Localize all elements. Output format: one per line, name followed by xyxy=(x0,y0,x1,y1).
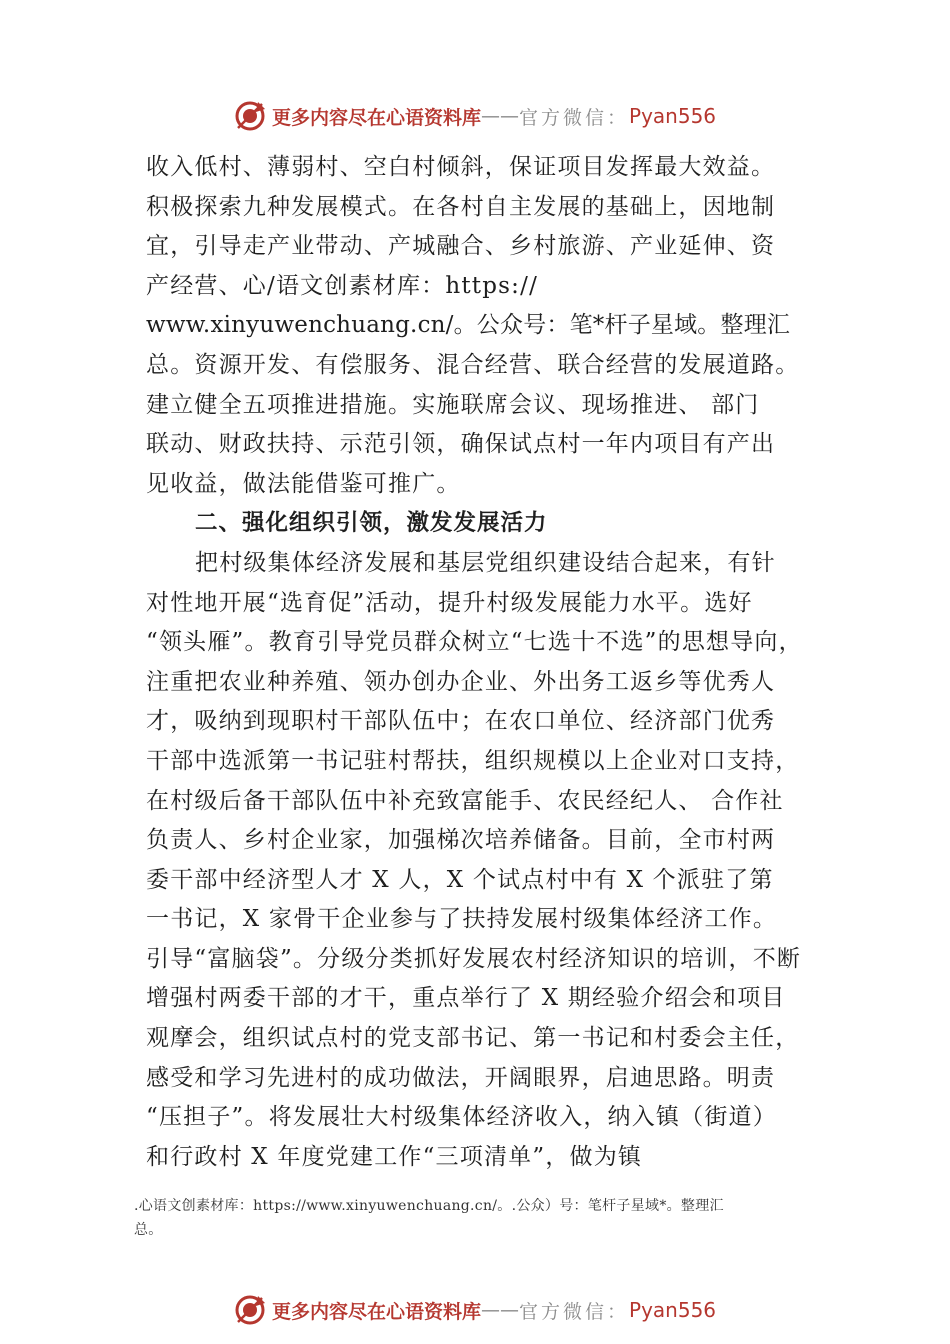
text-line: 建立健全五项推进措施。实施联席会议、现场推进、 部门 xyxy=(146,391,760,418)
banner-wechat-label: 官方微信： xyxy=(519,106,630,129)
banner-brand: 更多内容尽在心语资料库 xyxy=(272,106,482,129)
text-line: “压担子”。将发展壮大村级集体经济收入，纳入镇（街道） xyxy=(146,1104,777,1131)
footnote xyxy=(134,1194,834,1242)
text-line: 见收益，做法能借鉴可推广。 xyxy=(146,470,461,497)
text-line: 总。资源开发、有偿服务、混合经营、联合经营的发展道路。 xyxy=(146,351,800,378)
text-line: 在村级后备干部队伍中补充致富能手、农民经纪人、 合作社 xyxy=(146,787,784,814)
text-line: 增强村两委干部的才干，重点举行了 X 期经验介绍会和项目 xyxy=(146,985,786,1012)
text-line: 对性地开展“选育促”活动，提升村级发展能力水平。选好 xyxy=(146,589,753,616)
footnote-line: 总。 xyxy=(134,1222,163,1238)
text-line: 干部中选派第一书记驻村帮扶，组织规模以上企业对口支持， xyxy=(146,747,800,774)
text-line: 收入低村、薄弱村、空白村倾斜，保证项目发挥最大效益。 xyxy=(146,154,776,180)
text-line: 联动、财政扶持、示范引领，确保试点村一年内项目有产出 xyxy=(146,431,776,458)
banner-wechat-label: 官方微信： xyxy=(519,1300,630,1323)
section-heading: 二、强化组织引领，激发发展活力 xyxy=(195,510,548,537)
quill-seal-logo-icon xyxy=(232,98,268,134)
footnote-line: .心语文创素材库：https://www.xinyuwenchuang.cn/。.公众）号：笔杆子星域*。整理汇 xyxy=(134,1198,724,1214)
text-line: 产经营、心/语文创素材库：https:// xyxy=(146,272,539,299)
text-line: 感受和学习先进村的成功做法，开阔眼界，启迪思路。明责 xyxy=(146,1064,776,1091)
text-line: 引导“富脑袋”。分级分类抓好发展农村经济知识的培训，不断 xyxy=(146,945,802,972)
banner-wechat-id: Pyan556 xyxy=(629,1298,717,1322)
text-line: 观摩会，组织试点村的党支部书记、第一书记和村委会主任， xyxy=(146,1025,800,1052)
text-line: 积极探索九种发展模式。在各村自主发展的基础上，因地制 xyxy=(146,193,776,220)
banner-brand: 更多内容尽在心语资料库 xyxy=(272,1300,482,1323)
banner-dash: —— xyxy=(481,1299,520,1321)
text-line: “领头雁”。教育引导党员群众树立“七选十不选”的思想导向， xyxy=(146,629,803,656)
text-line: 注重把农业种养殖、领办创办企业、外出务工返乡等优秀人 xyxy=(146,668,776,695)
text-line: 一书记，X 家骨干企业参与了扶持发展村级集体经济工作。 xyxy=(146,906,778,933)
text-line: 和行政村 X 年度党建工作“三项清单”，做为镇 xyxy=(146,1143,643,1170)
text-line: 宜，引导走产业带动、产城融合、乡村旅游、产业延伸、资 xyxy=(146,233,776,260)
banner-dash: —— xyxy=(481,105,520,127)
footer-banner xyxy=(232,1290,716,1330)
quill-seal-logo-icon xyxy=(232,1292,268,1328)
text-line: 把村级集体经济发展和基层党组织建设结合起来，有针 xyxy=(195,549,776,576)
text-line: 委干部中经济型人才 X 人，X 个试点村中有 X 个派驻了第 xyxy=(146,866,774,893)
text-line: 才，吸纳到现职村干部队伍中；在农口单位、经济部门优秀 xyxy=(146,708,776,735)
text-line: 负责人、乡村企业家，加强梯次培养储备。目前，全市村两 xyxy=(146,827,776,854)
header-banner xyxy=(232,96,716,136)
document-body xyxy=(146,148,836,1177)
banner-wechat-id: Pyan556 xyxy=(629,104,717,128)
text-line: www.xinyuwenchuang.cn/。公众号：笔*杆子星域。整理汇 xyxy=(146,312,791,339)
